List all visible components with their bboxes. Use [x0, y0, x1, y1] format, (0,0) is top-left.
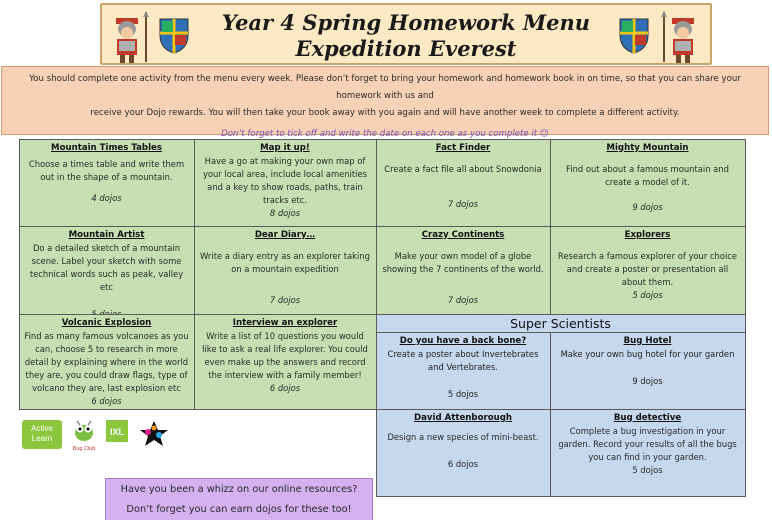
activity-description: Write a list of 10 questions you would like to ask a real life explorer. You could even make up the answers and record the interview with a family member!	[202, 330, 368, 380]
activity-cell	[376, 409, 551, 497]
activity-title: Map it up!	[260, 142, 310, 153]
super-scientists-section	[376, 314, 746, 410]
activity-title: Dear Diary…	[254, 229, 316, 240]
online-resources-reminder	[105, 478, 373, 520]
activity-cell	[194, 226, 377, 315]
activity-dojos: 8 dojos	[269, 207, 301, 218]
activity-title: Volcanic Explosion	[61, 317, 152, 328]
activity-dojos: 9 dojos	[632, 201, 663, 212]
reminder-text: Don’t forget to tick off and write the date on each one as you complete it ☺	[221, 129, 549, 139]
ixl-logo[interactable]	[106, 420, 128, 442]
activity-description: Design a new species of mini-beast.	[387, 431, 539, 442]
activity-description: Create a poster about Invertebrates and Vertebrates.	[387, 348, 539, 372]
activity-cell	[194, 314, 377, 410]
roman-soldier-icon	[658, 10, 702, 64]
logo-text: Active	[31, 424, 53, 433]
activity-dojos: 5 dojos	[632, 464, 663, 475]
page-title: Year 4 Spring Homework Menu	[221, 10, 591, 35]
activity-cell	[376, 139, 551, 227]
activity-title: Bug detective	[613, 412, 682, 423]
online-resources-logos	[22, 420, 182, 452]
instructions-line: receive your Dojo rewards. You will then take your book away with you again and will have another week to complete a different activity.	[90, 108, 680, 118]
rockstars-icon	[134, 420, 174, 448]
activity-description: Research a famous explorer of your choice and create a poster or presentation all about them.	[557, 250, 738, 287]
header-banner	[100, 3, 712, 65]
activity-dojos: 9 dojos	[632, 375, 663, 386]
activity-title: Mountain Times Tables	[51, 142, 162, 153]
activity-dojos: 6 dojos	[447, 458, 479, 469]
activity-description: Have a go at making your own map of your local area, include local amenities and a key to show roads, paths, train tracks etc.	[202, 155, 368, 205]
activity-cell	[19, 314, 195, 410]
logo-text: IXL	[109, 427, 125, 437]
activity-cell	[550, 139, 746, 227]
activity-description: Find out about a famous mountain and create a model of it.	[566, 163, 729, 187]
activity-description: Make your own model of a globe showing the 7 continents of the world.	[382, 250, 544, 274]
activity-dojos: 4 dojos	[91, 192, 122, 203]
activity-dojos: 5 dojos	[447, 388, 479, 399]
instructions-line: You should complete one activity from the menu every week. Please don’t forget to bring your homework and homework book in on time, so that you can share your homework with us and	[29, 74, 741, 101]
activity-cell	[376, 226, 551, 315]
activity-cell	[19, 226, 195, 315]
activity-dojos: 6 dojos	[91, 395, 122, 406]
reminder-line: Don’t forget you can earn dojos for these too!	[126, 504, 352, 515]
activity-description: Complete a bug investigation in your garden. Record your results of all the bugs you can find in your garden.	[558, 425, 737, 462]
reminder-line: Have you been a whizz on our online resources?	[120, 484, 358, 495]
activity-title: Mighty Mountain	[606, 142, 689, 153]
activity-dojos: 7 dojos	[447, 198, 479, 209]
activity-dojos: 6 dojos	[269, 382, 301, 393]
activity-cell	[550, 409, 746, 497]
times-tables-rockstars-logo[interactable]	[134, 420, 174, 448]
ixl-icon	[106, 420, 128, 442]
active-learn-logo[interactable]	[22, 420, 62, 449]
activity-title: David Attenborough	[413, 412, 513, 423]
instructions-box	[1, 66, 769, 139]
activity-title: Interview an explorer	[232, 317, 338, 328]
activity-description: Write a diary entry as an explorer taking on a mountain expedition	[200, 250, 370, 274]
activity-title: Mountain Artist	[68, 229, 145, 240]
activity-cell	[377, 332, 551, 410]
activity-cell	[194, 139, 377, 227]
activity-description: Choose a times table and write them out in the shape of a mountain.	[28, 158, 185, 182]
bug-icon	[70, 420, 98, 442]
activity-description: Find as many famous volcanoes as you can, choose 5 to research in more detail by explaining where in the world they are, you could draw flags, type of volcano they are, last explosion etc	[24, 330, 189, 393]
page-subtitle: Expedition Everest	[295, 36, 517, 61]
activity-dojos: 7 dojos	[269, 294, 301, 305]
activity-description: Make your own bug hotel for your garden	[560, 348, 735, 359]
activity-title: Bug Hotel	[623, 335, 672, 346]
bug-club-logo[interactable]	[70, 420, 98, 450]
activity-dojos: 7 dojos	[447, 294, 479, 305]
activity-title: Fact Finder	[435, 142, 491, 153]
activity-cell	[19, 139, 195, 227]
logo-text: Learn	[31, 434, 53, 443]
activity-title: Explorers	[624, 229, 671, 240]
section-title: Super Scientists	[510, 315, 611, 331]
activity-cell	[550, 226, 746, 315]
activity-cell	[551, 332, 745, 410]
activity-description: Create a fact file all about Snowdonia	[384, 163, 542, 174]
school-crest-icon	[616, 15, 652, 55]
logo-text: Bug Club	[72, 446, 96, 452]
activity-dojos: 5 dojos	[632, 289, 663, 300]
activity-title: Do you have a back bone?	[399, 335, 527, 346]
activity-title: Crazy Continents	[421, 229, 505, 240]
activity-description: Do a detailed sketch of a mountain scene. Label your sketch with some technical words such as peak, valley etc	[29, 242, 184, 292]
